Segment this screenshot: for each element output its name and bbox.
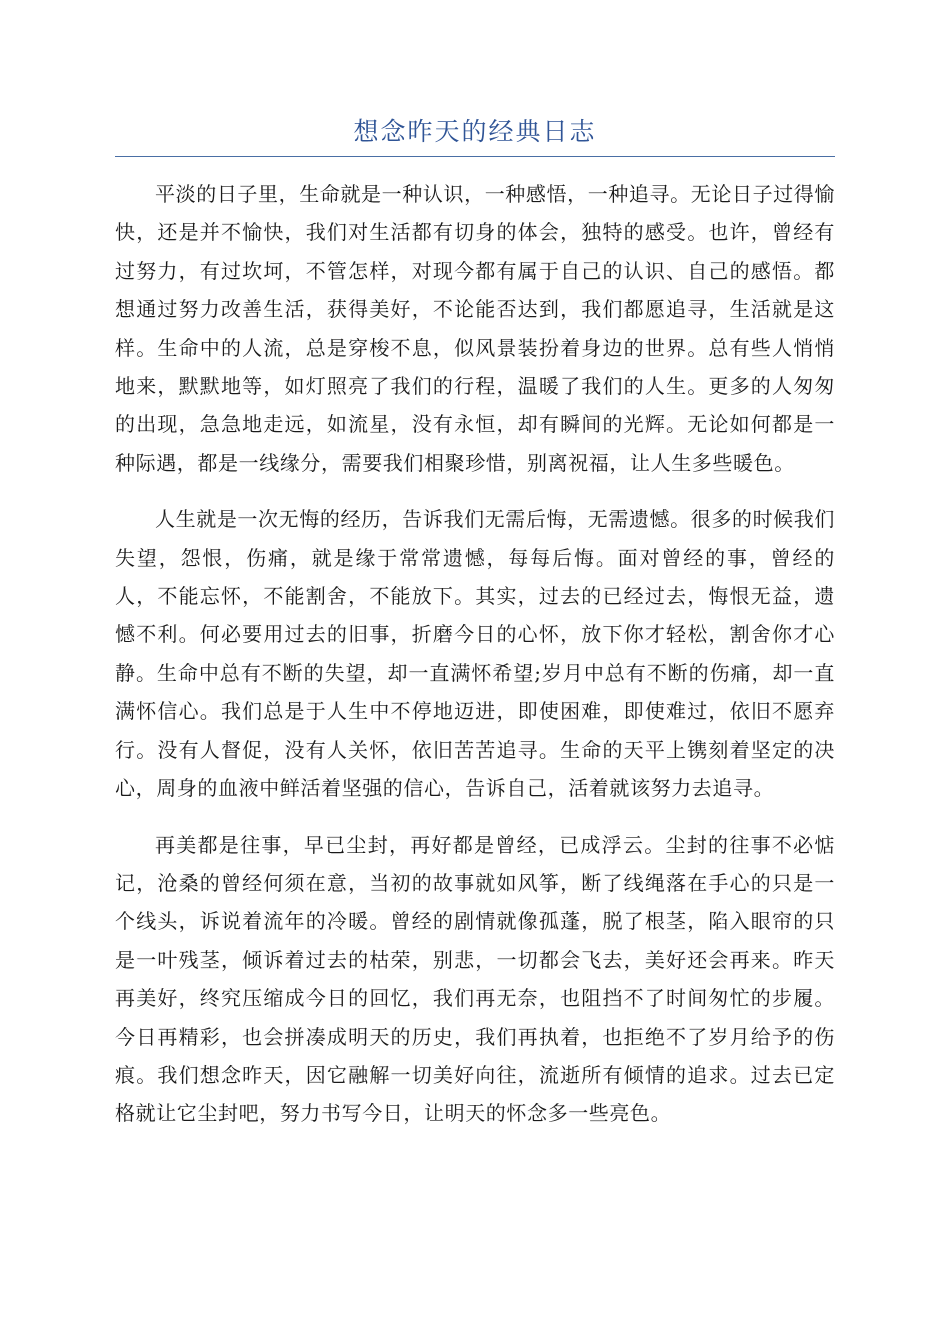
paragraph-2: 人生就是一次无悔的经历，告诉我们无需后悔，无需遗憾。很多的时候我们失望，怨恨，伤痛，就是缘于常常遗憾，每每后悔。面对曾经的事，曾经的人，不能忘怀，不能割舍，不能放下。其实，过去的已经过去，悔恨无益，遗憾不利。何必要用过去的旧事，折磨今日的心怀，放下你才轻松，割舍你才心静。生命中总有不断的失望，却一直满怀希望;岁月中总有不断的伤痛，却一直满怀信心。我们总是于人生中不停地迈进，即使困难，即使难过，依旧不愿弃行。没有人督促，没有人关怀，依旧苦苦追寻。生命的天平上镌刻着坚定的决心，周身的血液中鲜活着坚强的信心，告诉自己，活着就该努力去追寻。	[115, 507, 835, 801]
title-block	[115, 112, 835, 157]
paragraph-3: 再美都是往事，早已尘封，再好都是曾经，已成浮云。尘封的往事不必惦记，沧桑的曾经何须在意，当初的故事就如风筝，断了线绳落在手心的只是一个线头，诉说着流年的冷暖。曾经的剧情就像孤蓬，脱了根茎，陷入眼帘的只是一叶残茎，倾诉着过去的枯荣，别悲，一切都会飞去，美好还会再来。昨天再美好，终究压缩成今日的回忆，我们再无奈，也阻挡不了时间匆忙的步履。今日再精彩，也会拼凑成明天的历史，我们再执着，也拒绝不了岁月给予的伤痕。我们想念昨天，因它融解一切美好向往，流逝所有倾情的追求。过去已定格就让它尘封吧，努力书写今日，让明天的怀念多一些亮色。	[115, 832, 835, 1126]
paragraph-1: 平淡的日子里，生命就是一种认识，一种感悟，一种追寻。无论日子过得愉快，还是并不愉快，我们对生活都有切身的体会，独特的感受。也许，曾经有过努力，有过坎坷，不管怎样，对现今都有属于自己的认识、自己的感悟。都想通过努力改善生活，获得美好，不论能否达到，我们都愿追寻，生活就是这样。生命中的人流，总是穿梭不息，似风景装扮着身边的世界。总有些人悄悄地来，默默地等，如灯照亮了我们的行程，温暖了我们的人生。更多的人匆匆的出现，急急地走远，如流星，没有永恒，却有瞬间的光辉。无论如何都是一种际遇，都是一线缘分，需要我们相聚珍惜，别离祝福，让人生多些暖色。	[115, 182, 835, 475]
page-title: 想念昨天的经典日志	[353, 117, 597, 146]
document-body	[115, 175, 835, 1151]
